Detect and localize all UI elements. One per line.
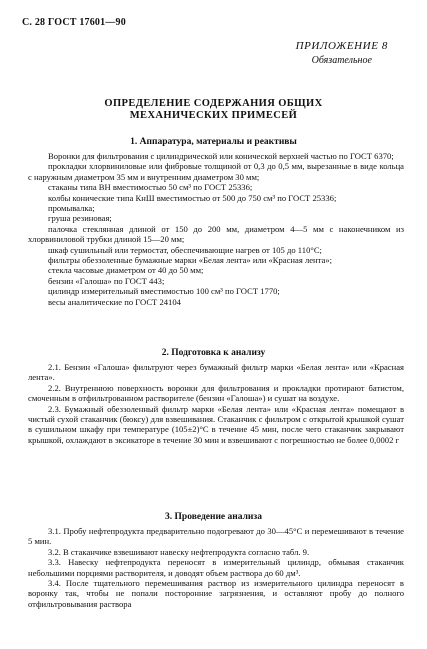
list-item: Воронки для фильтрования с цилиндрической или конической верхней частью по ГОСТ 6370; (48, 151, 394, 161)
paragraph: 3.1. Пробу нефтепродукта предварительно подогревают до 30—45°С и перемешивают в течение 5 мин. (28, 526, 404, 547)
paragraph: 2.3. Бумажный обеззоленный фильтр марки «Белая лента» или «Красная лента» помещают в чистый сухой стаканчик (бюксу) для взвешивания. Стаканчик с фильтром с открытой крышкой сушат в сушильном шкафу при температуре (105±2)°С в течение 45 мин, после чего стаканчик закрывают крышкой, охлаждают в эксикаторе в течение 30 мин и взвешивают с погрешностью не более 0,0002 г (28, 403, 404, 445)
list-item: весы аналитические по ГОСТ 24104 (48, 296, 181, 307)
page-header: С. 28 ГОСТ 17601—90 (22, 17, 126, 28)
appendix-subtitle: Обязательное (311, 55, 372, 66)
section-2-body (28, 362, 404, 445)
list-item: груша резиновая; (48, 213, 112, 224)
section-3-heading: 3. Проведение анализа (165, 512, 262, 522)
document-title (0, 98, 427, 122)
appendix-title: ПРИЛОЖЕНИЕ 8 (295, 40, 388, 52)
list-item: промывалка; (48, 203, 95, 214)
list-item: фильтры обеззоленные бумажные марки «Белая лента» или «Красная лента»; (48, 255, 333, 266)
list-item: бензин «Галоша» по ГОСТ 443; (48, 275, 165, 286)
section-1-heading: 1. Аппаратура, материалы и реактивы (130, 137, 297, 147)
paragraph: 2.2. Внутреннюю поверхность воронки для фильтрования и прокладки протирают батистом, смоченным в отфильтрованном растворителе (бензин «Галоша») и сушат на воздухе. (28, 382, 404, 404)
paragraph: 3.3. Навеску нефтепродукта переносят в измерительный цилиндр, обмывая стаканчик небольшими порциями растворителя, и доводят объем раствора до 60 дм³. (28, 557, 404, 578)
list-item: шкаф сушильный или термостат, обеспечивающие нагрев от 105 до 110°С; (48, 244, 322, 255)
list-item: стаканы типа ВН вместимостью 50 см³ по ГОСТ 25336; (48, 182, 253, 193)
list-item: стекла часовые диаметром от 40 до 50 мм; (48, 265, 204, 276)
list-item: колбы конические типа КнШ вместимостью от 500 до 750 см³ по ГОСТ 25336; (48, 192, 337, 203)
title-line-1: ОПРЕДЕЛЕНИЕ СОДЕРЖАНИЯ ОБЩИХ (104, 98, 323, 109)
section-2-heading: 2. Подготовка к анализу (161, 348, 266, 358)
appendix-label (296, 40, 388, 66)
paragraph: 3.4. После тщательного перемешивания раствор из измерительного цилиндра переносят в воронку так, чтобы не попали посторонние загрязнения, и оставляют пробу до полного отфильтровывания раствора (28, 578, 404, 609)
list-item: цилиндр измерительный вместимостью 100 см³ по ГОСТ 1770; (48, 286, 280, 297)
paragraph: 2.1. Бензин «Галоша» фильтруют через бумажный фильтр марки «Белая лента» или «Красная лента». (28, 362, 404, 383)
section-3-body (28, 526, 404, 609)
paragraph: 3.2. В стаканчике взвешивают навеску нефтепродукта согласно табл. 9. (48, 546, 310, 557)
list-item: прокладки хлорвиниловые или фибровые толщиной от 0,3 до 0,5 мм, вырезанные в виде кольца с наружным диаметром 35 мм и внутренним диаметром 30 мм; (28, 161, 404, 182)
title-line-2: МЕХАНИЧЕСКИХ ПРИМЕСЕЙ (129, 110, 298, 121)
list-item: палочка стеклянная длиной от 150 до 200 мм, диаметром 4—5 мм с наконечником из хлорвиниловой трубки длиной 15—20 мм; (28, 223, 404, 245)
section-1-body (28, 151, 404, 307)
